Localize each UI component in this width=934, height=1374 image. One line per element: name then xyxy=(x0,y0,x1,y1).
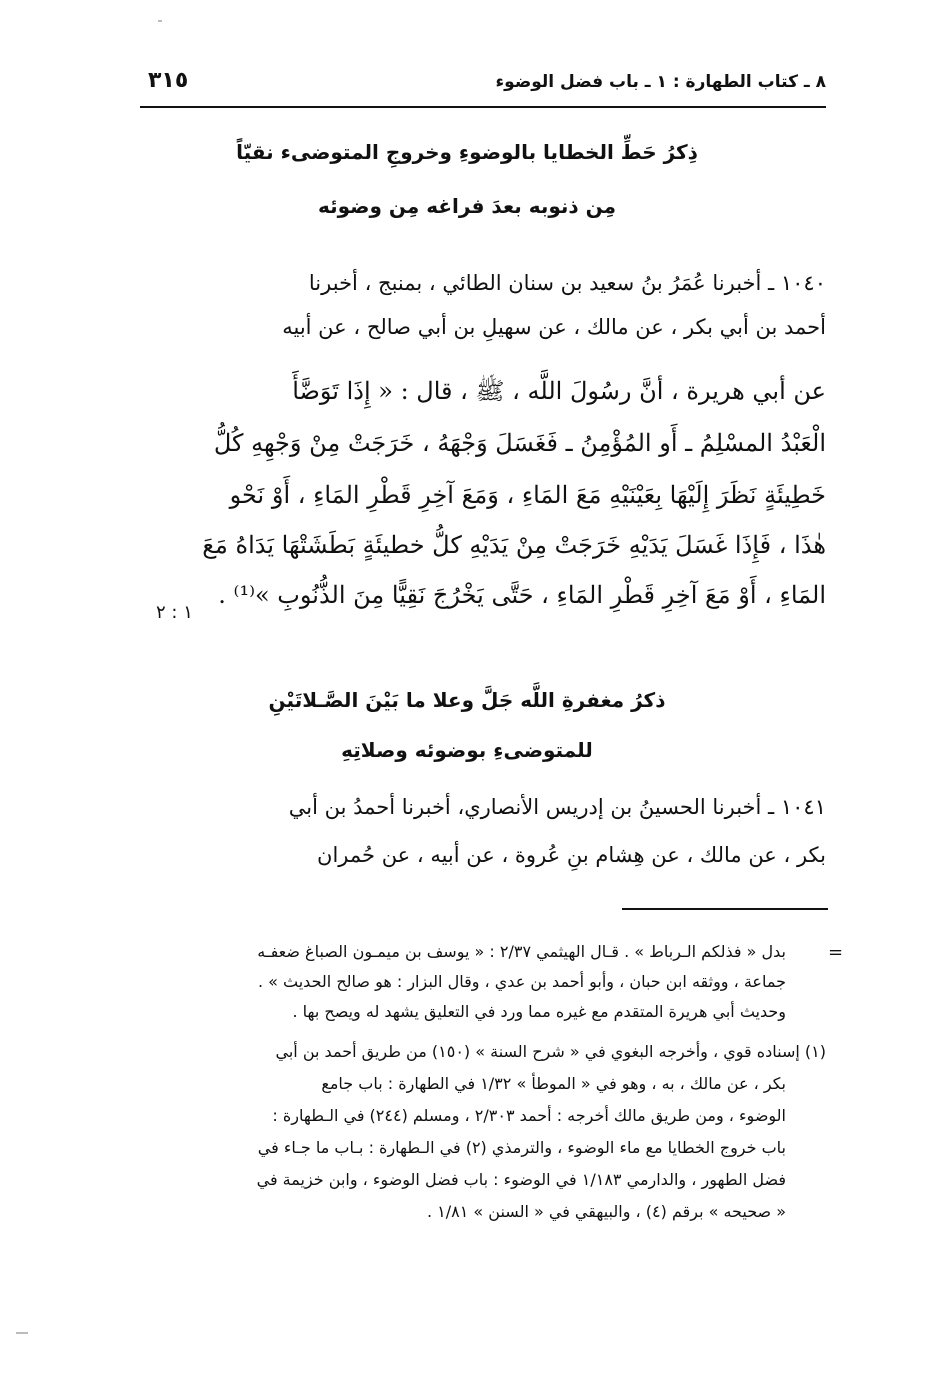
footnote-line: جماعة ، ووثقه ابن حبان ، وأبو أحمد بن عدي ، وقال البزار : هو صالح الحديث » . xyxy=(257,972,786,991)
footnote-line: وحديث أبي هريرة المتقدم مع غيره مما ورد في التعليق يشهد له ويصح بها . xyxy=(292,1002,786,1021)
section-heading-2-line-1: ذكرُ مغفرةِ اللَّه جَلَّ وعلا ما بَيْنَ الصَّـلاتَيْنِ xyxy=(268,688,666,712)
footnote-divider xyxy=(622,908,828,910)
section-heading-1-line-2: مِن ذنوبه بعدَ فراغه مِن وضوئه xyxy=(318,194,616,218)
running-header-title: ٨ ـ كتاب الطهارة : ١ ـ باب فضل الوضوء xyxy=(495,72,826,92)
section-heading-2-line-2: للمتوضىءِ بوضوئه وصلاتِهِ xyxy=(341,738,593,762)
margin-reference-note: ١ : ٢ xyxy=(156,602,193,623)
footnote-continuation-marker: = xyxy=(828,942,844,963)
hadith-1040-matn-line-1: عن أبي هريرة ، أنَّ رسُولَ اللَّه ، ﷺ ، قال : « إِذَا تَوَضَّأَ xyxy=(292,377,826,405)
scan-speck xyxy=(16,1332,28,1334)
hadith-1041-isnad-line-2: بكر ، عن مالك ، عن هِشام بنِ عُروة ، عن أبيه ، عن حُمران xyxy=(317,843,826,867)
footnote-line: بدل « فذلكم الـرباط » . قـال الهيثمي ٢/٣٧ : « يوسف بن ميمـون الصباغ ضعفـه xyxy=(257,942,786,961)
section-heading-1-line-1: ذِكرُ حَطِّ الخطايا بالوضوءِ وخروجِ المتوضىء نقيّاً xyxy=(236,140,698,164)
hadith-1040-matn-line-2: الْعَبْدُ المسْلِمُ ـ أَو المُؤْمِنُ ـ فَغَسَلَ وَجْهَهُ ، خَرَجَتْ مِنْ وَجْهِهِ كُلُّ xyxy=(213,429,826,457)
hadith-1041-isnad-line-1: ١٠٤١ ـ أخبرنا الحسينُ بن إدريس الأنصاري، أخبرنا أحمدُ بن أبي xyxy=(288,795,826,819)
footnote-line: « صحيحه » برقم (٤) ، والبيهقي في « السنن » ١/٨١ . xyxy=(426,1202,786,1221)
hadith-1040-isnad-line-2: أحمد بن أبي بكر ، عن مالك ، عن سهيلِ بن أبي صالح ، عن أبيه xyxy=(282,315,826,339)
hadith-1040-matn-line-5: المَاءِ ، أَوْ مَعَ آخِرِ قَطْرِ المَاءِ ، حَتَّى يَخْرُجَ نَقِيًّا مِنَ الذُّنُوبِ »⁽¹⁾ . xyxy=(218,581,826,609)
footnote-line: (١) إسناده قوي ، وأخرجه البغوي في « شرح السنة » (١٥٠) من طريق أحمد بن أبي xyxy=(275,1042,826,1061)
page-number: ٣١٥ xyxy=(148,68,189,93)
scan-speck xyxy=(158,20,162,22)
footnote-line: بكر ، عن مالك ، به ، وهو في « الموطأ » ١/٣٢ في الطهارة : باب جامع xyxy=(321,1074,786,1093)
hadith-1040-isnad-line-1: ١٠٤٠ ـ أخبرنا عُمَرُ بنُ سعيد بن سنان الطائي ، بمنبج ، أخبرنا xyxy=(308,271,826,295)
hadith-1040-matn-line-4: هٰذَا ، فَإِذَا غَسَلَ يَدَيْهِ خَرَجَتْ مِنْ يَدَيْهِ كلُّ خطيئَةٍ بَطَشَتْهَا يَدَاهُ مَعَ xyxy=(202,531,826,559)
footnote-line: باب خروج الخطايا مع ماء الوضوء ، والترمذي (٢) في الـطهارة : بـاب ما جـاء في xyxy=(257,1138,786,1157)
header-divider xyxy=(140,106,826,108)
footnote-line: فضل الطهور ، والدارمي ١/١٨٣ في الوضوء : باب فضل الوضوء ، وابن خزيمة في xyxy=(256,1170,786,1189)
footnote-line: الوضوء ، ومن طريق مالك أخرجه : أحمد ٢/٣٠٣ ، ومسلم (٢٤٤) في الـطهارة : xyxy=(272,1106,786,1125)
hadith-1040-matn-line-3: خَطِيئَةٍ نَظَرَ إِلَيْهَا بِعَيْنَيْهِ مَعَ المَاءِ ، وَمَعَ آخِرِ قَطْرِ المَاءِ ، أَوْ نَحْو xyxy=(229,481,826,509)
